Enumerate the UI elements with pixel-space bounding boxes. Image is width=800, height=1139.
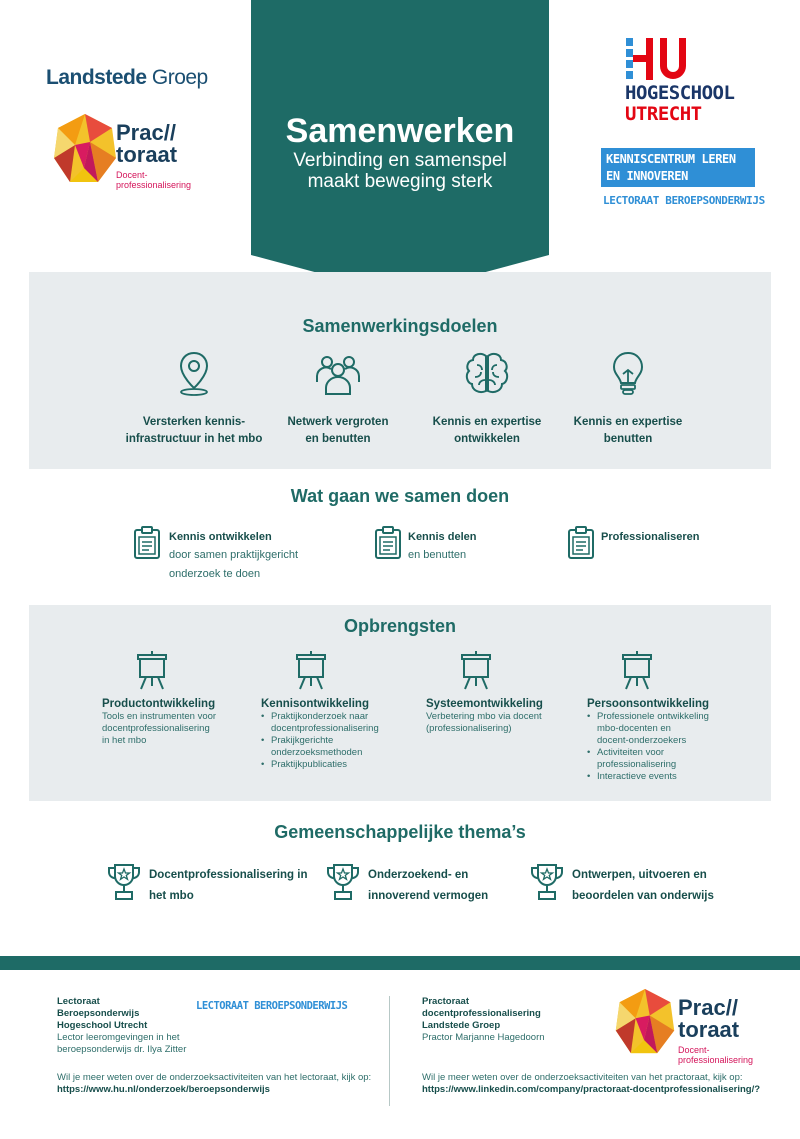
hu-line-2: UTRECHT: [625, 103, 702, 125]
goal-label-line2: infrastructuur in het mbo: [125, 433, 263, 445]
footer-left-text: beroepsonderwijs dr. Ilya Zitter: [57, 1044, 187, 1055]
brain-icon: [463, 350, 511, 398]
doe-head: Kennis delen: [408, 531, 477, 543]
opbrengst-list: [587, 711, 737, 783]
goal-label-line2: ontwikkelen: [454, 433, 520, 445]
subtitle-line-2: maakt beweging sterk: [307, 171, 493, 192]
opbrengst-item: [261, 650, 411, 771]
opbrengst-item: [102, 650, 252, 747]
opbrengst-bullet: [261, 711, 411, 735]
presentation-board-icon: [136, 650, 168, 690]
hu-line-1: HOGESCHOOL: [625, 82, 735, 104]
practoraat-logo-footer: [612, 985, 762, 1065]
practoraat-sub-1: Docent-: [678, 1045, 710, 1055]
goal-label-line1: Netwerk vergroten: [287, 416, 389, 428]
thema-line1: Ontwerpen, uitvoeren en: [572, 869, 707, 881]
opbrengst-desc: docentprofessionalisering: [102, 723, 210, 734]
page-subtitle: [251, 150, 549, 192]
opbrengst-desc: in het mbo: [102, 735, 147, 746]
footer-left-more-info: Wil je meer weten over de onderzoeksactiviteiten van het lectoraat, kijk op:: [57, 1072, 372, 1083]
footer-left-url[interactable]: https://www.hu.nl/onderzoek/beroepsonderwijs: [57, 1084, 270, 1095]
landstede-light: Groep: [151, 66, 208, 89]
practoraat-name-1: Prac//: [116, 120, 176, 145]
opbrengst-bullet: [587, 747, 737, 771]
trophy-icon: [326, 862, 360, 902]
practoraat-emblem-icon: [50, 110, 120, 190]
bullet-text: docentprofessionalisering: [271, 723, 379, 734]
goal-label-line1: Kennis en expertise: [573, 416, 683, 428]
bullet-text: Interactieve events: [597, 771, 677, 782]
goal-label-line2: benutten: [603, 433, 653, 445]
thema-line2: innoverend vermogen: [368, 890, 489, 902]
opbrengst-bullet: [261, 759, 411, 771]
thema-line1: Onderzoekend- en: [368, 869, 469, 881]
landstede-bold: Landstede: [46, 66, 147, 89]
bullet-text: Professionele ontwikkeling: [597, 711, 709, 722]
opbrengst-bullet: [261, 735, 411, 759]
presentation-board-icon: [460, 650, 492, 690]
footer-right-more-info: Wil je meer weten over de onderzoeksactiviteiten van het practoraat, kijk op:: [422, 1072, 743, 1083]
footer-left-info: [57, 1072, 371, 1096]
doe-desc-1: door samen praktijkgericht: [169, 549, 299, 561]
doe-item: [567, 526, 699, 560]
opbrengst-head: Kennisontwikkeling: [261, 698, 369, 710]
hu-logo-icon: [626, 38, 686, 80]
thema-label: [572, 865, 714, 907]
bullet-text: Prakijkgerichte: [271, 735, 334, 746]
footer-right-text: Practor Marjanne Hagedoorn: [422, 1032, 545, 1043]
themas-title: Gemeenschappelijke thema’s: [274, 822, 526, 842]
bullet-text: professionalisering: [597, 759, 677, 770]
practoraat-sub-2: professionalisering: [116, 180, 192, 190]
clipboard-icon: [374, 526, 402, 560]
lectoraat-tag: LECTORAAT BEROEPSONDERWIJS: [603, 194, 765, 207]
thema-item: [107, 862, 307, 907]
kenniscentrum-badge: [601, 148, 755, 187]
doe-desc-2: onderzoek te doen: [169, 568, 261, 580]
doelen-title: Samenwerkingsdoelen: [302, 316, 498, 336]
goal-label-line1: Kennis en expertise: [432, 416, 542, 428]
bullet-text: Praktijkpublicaties: [271, 759, 348, 770]
goal-label-line1: Versterken kennis-: [142, 416, 246, 428]
practoraat-sub-1: Docent-: [116, 170, 148, 180]
footer-left-contact: [57, 996, 186, 1056]
opbrengst-item: [587, 650, 737, 783]
goal-label: [263, 414, 413, 448]
doe-item: [374, 526, 476, 565]
bullet-text: docent-onderzoekers: [597, 735, 687, 746]
footer-right-bold: Landstede Groep: [422, 1020, 501, 1031]
goal-item: [263, 350, 413, 448]
opbrengst-item: [426, 650, 576, 735]
footer-left-text: Lector leeromgevingen in het: [57, 1032, 180, 1043]
clipboard-icon: [567, 526, 595, 560]
footer-right-contact: [422, 996, 545, 1044]
footer-divider: [389, 996, 390, 1106]
footer-bar: [0, 956, 800, 970]
page-title: Samenwerken: [285, 112, 515, 150]
bullet-text: onderzoeksmethoden: [271, 747, 363, 758]
footer-left-bold: Hogeschool Utrecht: [57, 1020, 148, 1031]
trophy-icon: [107, 862, 141, 902]
opbrengst-list: [261, 711, 411, 771]
goal-item: [553, 350, 703, 448]
trophy-icon: [530, 862, 564, 902]
opbrengst-desc: Verbetering mbo via docent: [426, 711, 542, 722]
opbrengst-bullet: [587, 711, 737, 747]
opbrengst-head: Persoonsontwikkeling: [587, 698, 710, 710]
footer-left-bold: Beroepsonderwijs: [57, 1008, 140, 1019]
thema-label: [149, 865, 307, 907]
bullet-text: Praktijkonderzoek naar: [271, 711, 369, 722]
clipboard-icon: [133, 526, 161, 560]
bullet-text: Activiteiten voor: [597, 747, 665, 758]
people-group-icon: [314, 350, 362, 398]
footer-right-info: [422, 1072, 760, 1096]
goal-label: [553, 414, 703, 448]
presentation-board-icon: [621, 650, 653, 690]
bullet-text: mbo-docenten en: [597, 723, 671, 734]
practoraat-emblem-icon: [612, 985, 678, 1061]
opbrengst-desc: Tools en instrumenten voor: [102, 711, 217, 722]
subtitle-line-1: Verbinding en samenspel: [293, 150, 507, 171]
lightbulb-icon: [610, 350, 646, 398]
kenniscentrum-line-1: KENNISCENTRUM LEREN: [606, 152, 736, 166]
kenniscentrum-line-2: EN INNOVEREN: [606, 169, 688, 183]
hu-wordmark: [625, 83, 734, 125]
thema-label: [368, 865, 488, 907]
goal-label: [119, 414, 269, 448]
thema-line2: beoordelen van onderwijs: [572, 890, 714, 902]
practoraat-name-1: Prac//: [678, 995, 738, 1020]
footer-right-bold: Practoraat: [422, 996, 469, 1007]
goal-item: [119, 350, 269, 448]
doe-desc-1: en benutten: [408, 549, 467, 561]
footer-left-bold: Lectoraat: [57, 996, 100, 1007]
practoraat-name-2: toraat: [116, 142, 178, 167]
opbrengst-desc: (professionalisering): [426, 723, 512, 734]
landstede-logo: [46, 66, 208, 90]
footer-right-url[interactable]: https://www.linkedin.com/company/practoraat-docentprofessionalisering/?: [422, 1084, 761, 1095]
opbrengsten-title: Opbrengsten: [343, 616, 456, 636]
samen-doen-title: Wat gaan we samen doen: [290, 486, 510, 506]
footer-right-bold: docentprofessionalisering: [422, 1008, 541, 1019]
goal-item: [412, 350, 562, 448]
thema-line1: Docentprofessionalisering in: [149, 869, 308, 881]
thema-line2: het mbo: [149, 890, 194, 902]
doe-item: [133, 526, 298, 584]
doe-head: Kennis ontwikkelen: [169, 531, 272, 543]
practoraat-sub-2: professionalisering: [678, 1055, 754, 1065]
doe-head: Professionaliseren: [601, 531, 700, 543]
practoraat-name-2: toraat: [678, 1017, 740, 1042]
opbrengst-bullet: [587, 771, 737, 783]
location-pin-icon: [178, 350, 210, 398]
footer-lectoraat-tag: LECTORAAT BEROEPSONDERWIJS: [196, 1000, 348, 1012]
opbrengst-head: Productontwikkeling: [102, 698, 216, 710]
thema-item: [326, 862, 488, 907]
goal-label: [412, 414, 562, 448]
thema-item: [530, 862, 714, 907]
practoraat-logo: [50, 110, 200, 190]
presentation-board-icon: [295, 650, 327, 690]
goal-label-line2: en benutten: [305, 433, 371, 445]
opbrengst-head: Systeemontwikkeling: [426, 698, 543, 710]
